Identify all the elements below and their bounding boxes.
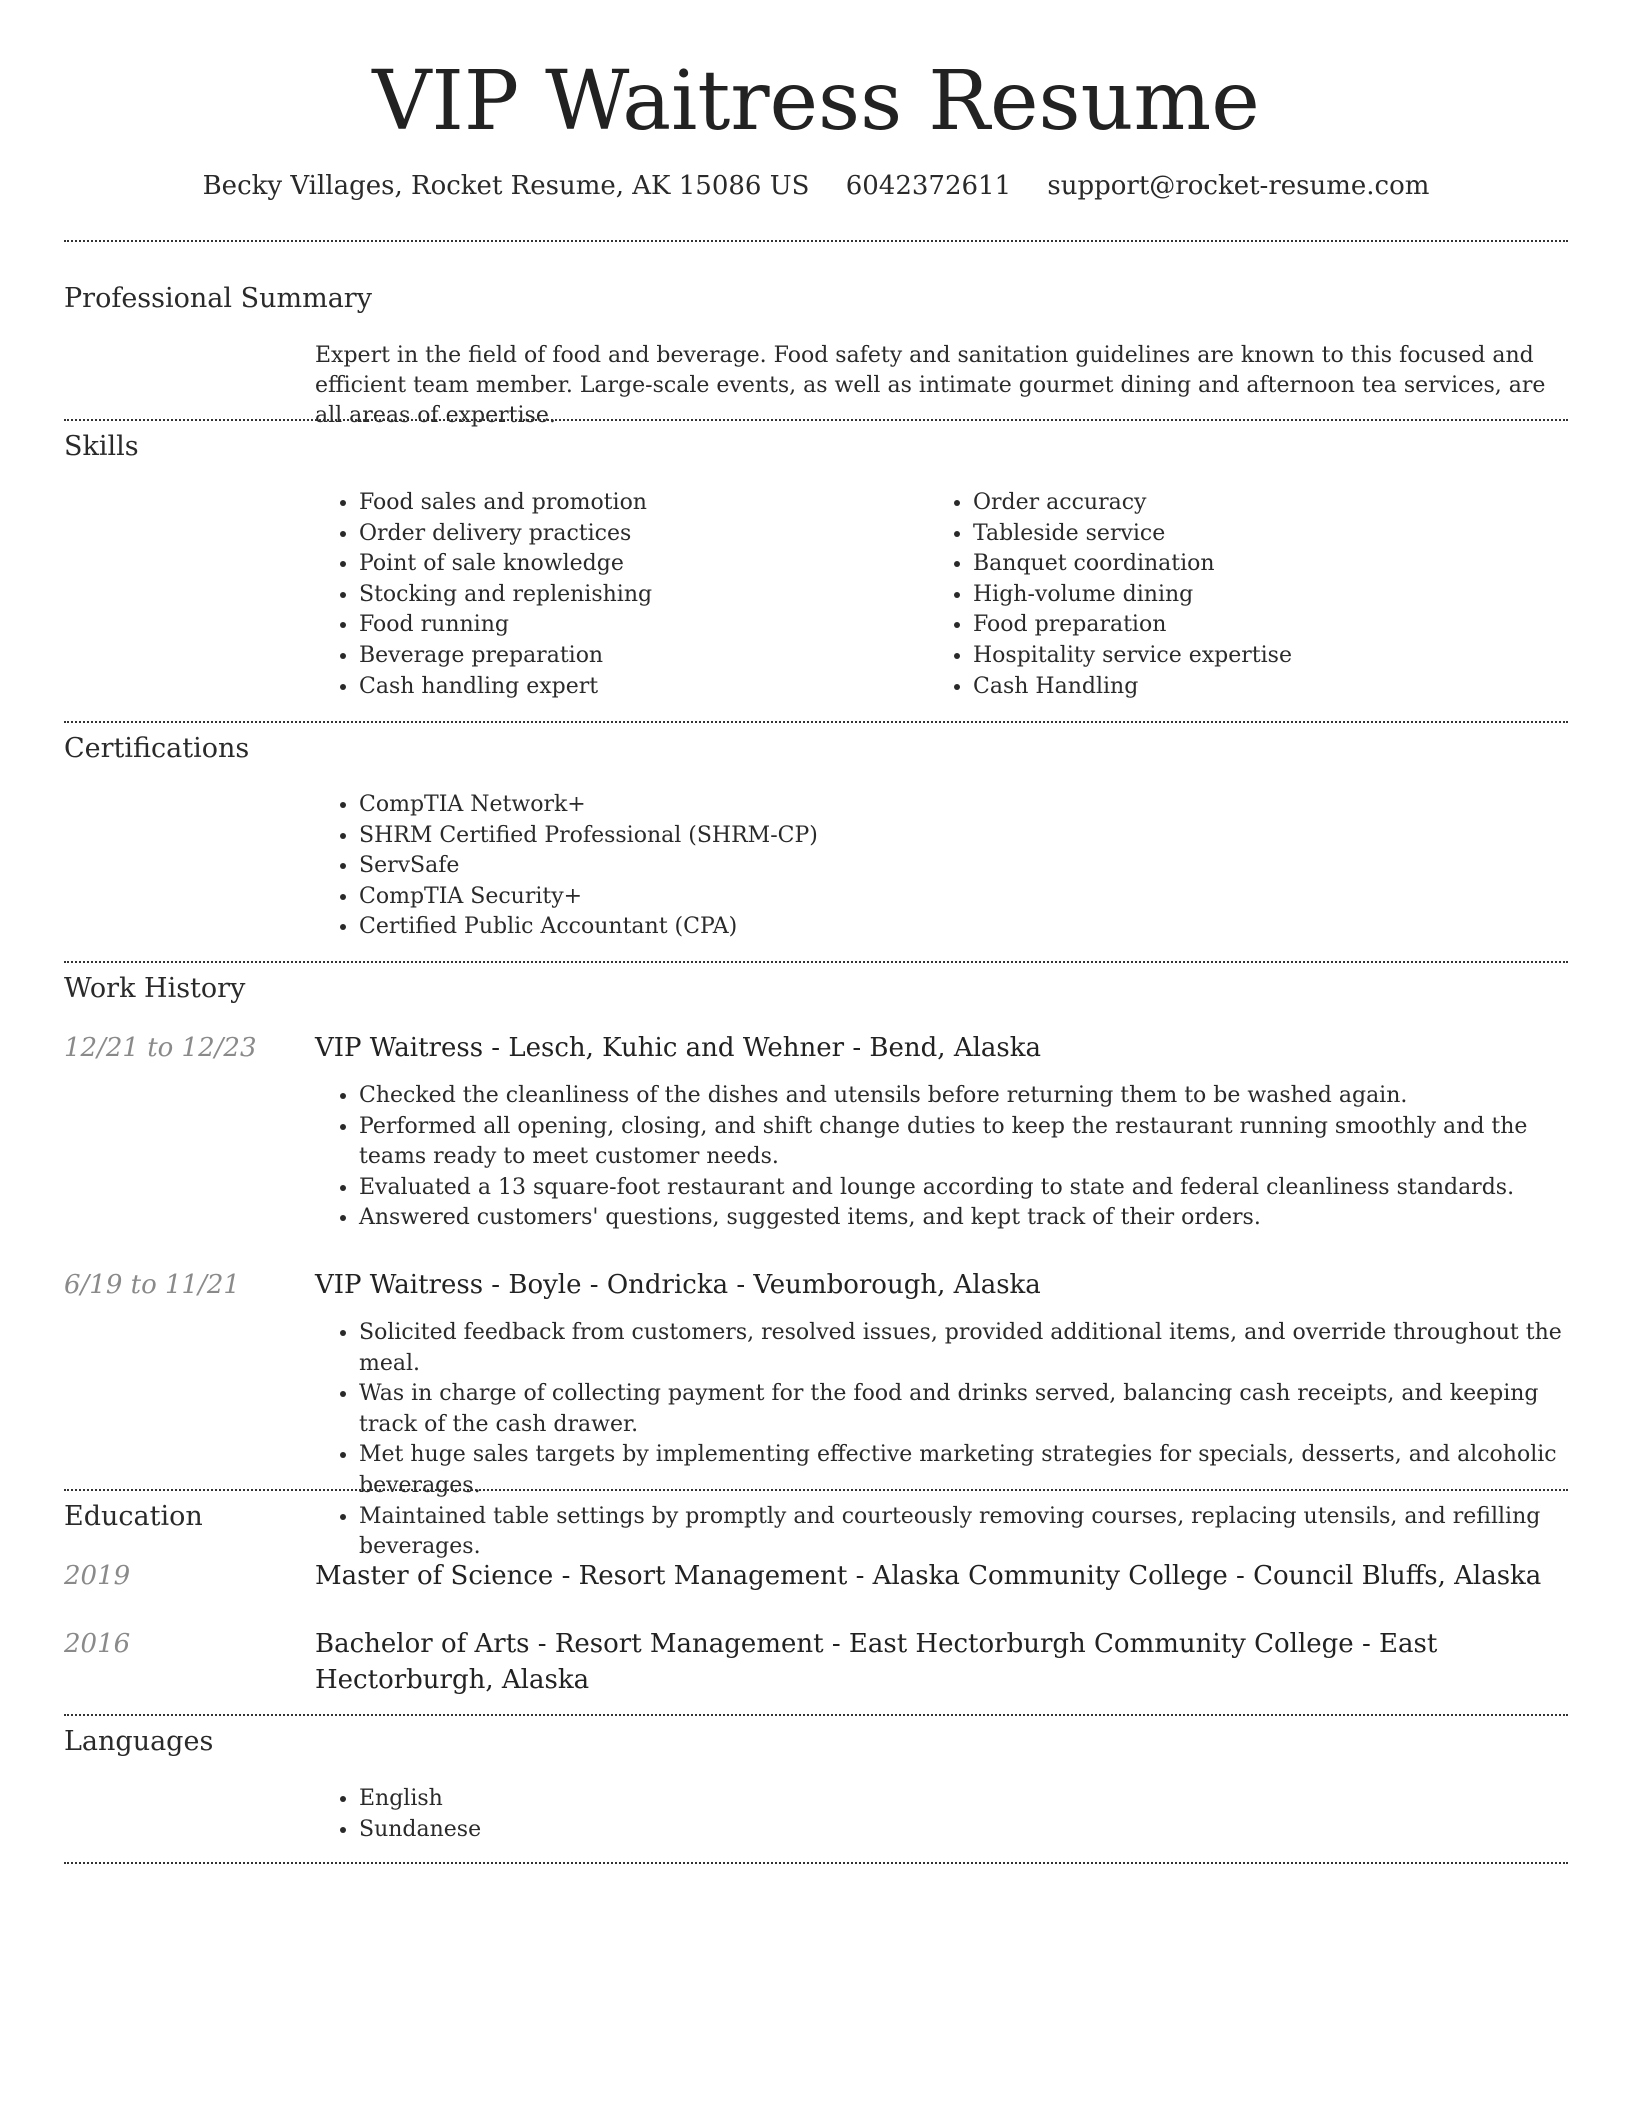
skills-list-right — [929, 488, 1573, 702]
education-entry — [315, 1626, 1565, 1698]
contact-address: Becky Villages, Rocket Resume, AK 15086 US — [202, 171, 810, 201]
languages-list — [315, 1784, 1559, 1845]
education-entry — [315, 1558, 1565, 1594]
education-degree: Bachelor of Arts - Resort Management — [315, 1629, 824, 1659]
list-item: • Cash handling expert — [359, 672, 919, 703]
list-item: • Cash Handling — [973, 672, 1573, 703]
section-divider — [64, 961, 1568, 963]
contact-line — [0, 168, 1632, 204]
section-divider — [64, 1862, 1568, 1864]
list-item: • Maintained table settings by promptly and courteously removing courses, replacing utensils, and refilling beverages. — [359, 1502, 1599, 1563]
job-bullets — [315, 1318, 1599, 1563]
list-item: • High-volume dining — [973, 580, 1573, 611]
education-year: 2019 — [64, 1561, 131, 1591]
list-item: • Order accuracy — [973, 488, 1573, 519]
list-item: • Food preparation — [973, 610, 1573, 641]
job-dates: 6/19 to 11/21 — [64, 1270, 240, 1300]
job-dates: 12/21 to 12/23 — [64, 1033, 257, 1063]
contact-email: support@rocket-resume.com — [1047, 171, 1430, 201]
list-item: • Sundanese — [359, 1815, 1559, 1846]
education-heading: Education — [64, 1501, 203, 1532]
list-item: • Beverage preparation — [359, 641, 919, 672]
education-school: - East Hectorburgh Community College - East Hectorburgh, Alaska — [315, 1629, 1438, 1695]
list-item: • Evaluated a 13 square-foot restaurant and lounge according to state and federal cleanliness standards. — [359, 1173, 1599, 1204]
certifications-heading: Certifications — [64, 733, 250, 764]
list-item: • Tableside service — [973, 519, 1573, 550]
work-history-heading: Work History — [64, 973, 246, 1004]
certifications-list — [315, 790, 1559, 943]
section-divider — [64, 419, 1568, 421]
summary-heading: Professional Summary — [64, 283, 372, 314]
list-item: • English — [359, 1784, 1559, 1815]
section-divider — [64, 1714, 1568, 1716]
list-item: • Stocking and replenishing — [359, 580, 919, 611]
list-item: • Order delivery practices — [359, 519, 919, 550]
list-item: • ServSafe — [359, 851, 1559, 882]
skills-list-left — [315, 488, 919, 702]
section-divider — [64, 1489, 1568, 1491]
education-year: 2016 — [64, 1629, 131, 1659]
list-item: • Food sales and promotion — [359, 488, 919, 519]
section-divider — [64, 240, 1568, 242]
languages-heading: Languages — [64, 1726, 214, 1757]
job-bullets — [315, 1081, 1599, 1234]
skills-heading: Skills — [64, 431, 139, 462]
list-item: • Banquet coordination — [973, 549, 1573, 580]
list-item: • Was in charge of collecting payment for the food and drinks served, balancing cash receipts, and keeping track of the cash drawer. — [359, 1379, 1599, 1440]
job-title: VIP Waitress - Boyle - Ondricka - Veumborough, Alaska — [315, 1270, 1041, 1300]
summary-text: Expert in the field of food and beverage. Food safety and sanitation guidelines are known to this focused and efficient team member. Large-scale events, as well as intimate gourmet dining and afternoon tea services, are all areas of expertise. — [315, 343, 1546, 428]
education-school: - Alaska Community College - Council Bluffs, Alaska — [847, 1561, 1542, 1591]
contact-phone: 6042372611 — [845, 171, 1012, 201]
list-item: • CompTIA Network+ — [359, 790, 1559, 821]
list-item: • Met huge sales targets by implementing effective marketing strategies for specials, desserts, and alcoholic beverages. — [359, 1440, 1599, 1501]
list-item: • Checked the cleanliness of the dishes and utensils before returning them to be washed again. — [359, 1081, 1599, 1112]
resume-title: VIP Waitress Resume — [372, 54, 1260, 149]
section-divider — [64, 721, 1568, 723]
list-item: • Hospitality service expertise — [973, 641, 1573, 672]
list-item: • CompTIA Security+ — [359, 882, 1559, 913]
job-title: VIP Waitress - Lesch, Kuhic and Wehner - Bend, Alaska — [315, 1033, 1042, 1063]
list-item: • Solicited feedback from customers, resolved issues, provided additional items, and override throughout the meal. — [359, 1318, 1599, 1379]
list-item: • SHRM Certified Professional (SHRM-CP) — [359, 821, 1559, 852]
list-item: • Food running — [359, 610, 919, 641]
list-item: • Answered customers' questions, suggested items, and kept track of their orders. — [359, 1203, 1599, 1234]
list-item: • Certified Public Accountant (CPA) — [359, 912, 1559, 943]
list-item: • Point of sale knowledge — [359, 549, 919, 580]
list-item: • Performed all opening, closing, and shift change duties to keep the restaurant running smoothly and the teams ready to meet customer needs. — [359, 1112, 1599, 1173]
education-degree: Master of Science - Resort Management — [315, 1561, 848, 1591]
